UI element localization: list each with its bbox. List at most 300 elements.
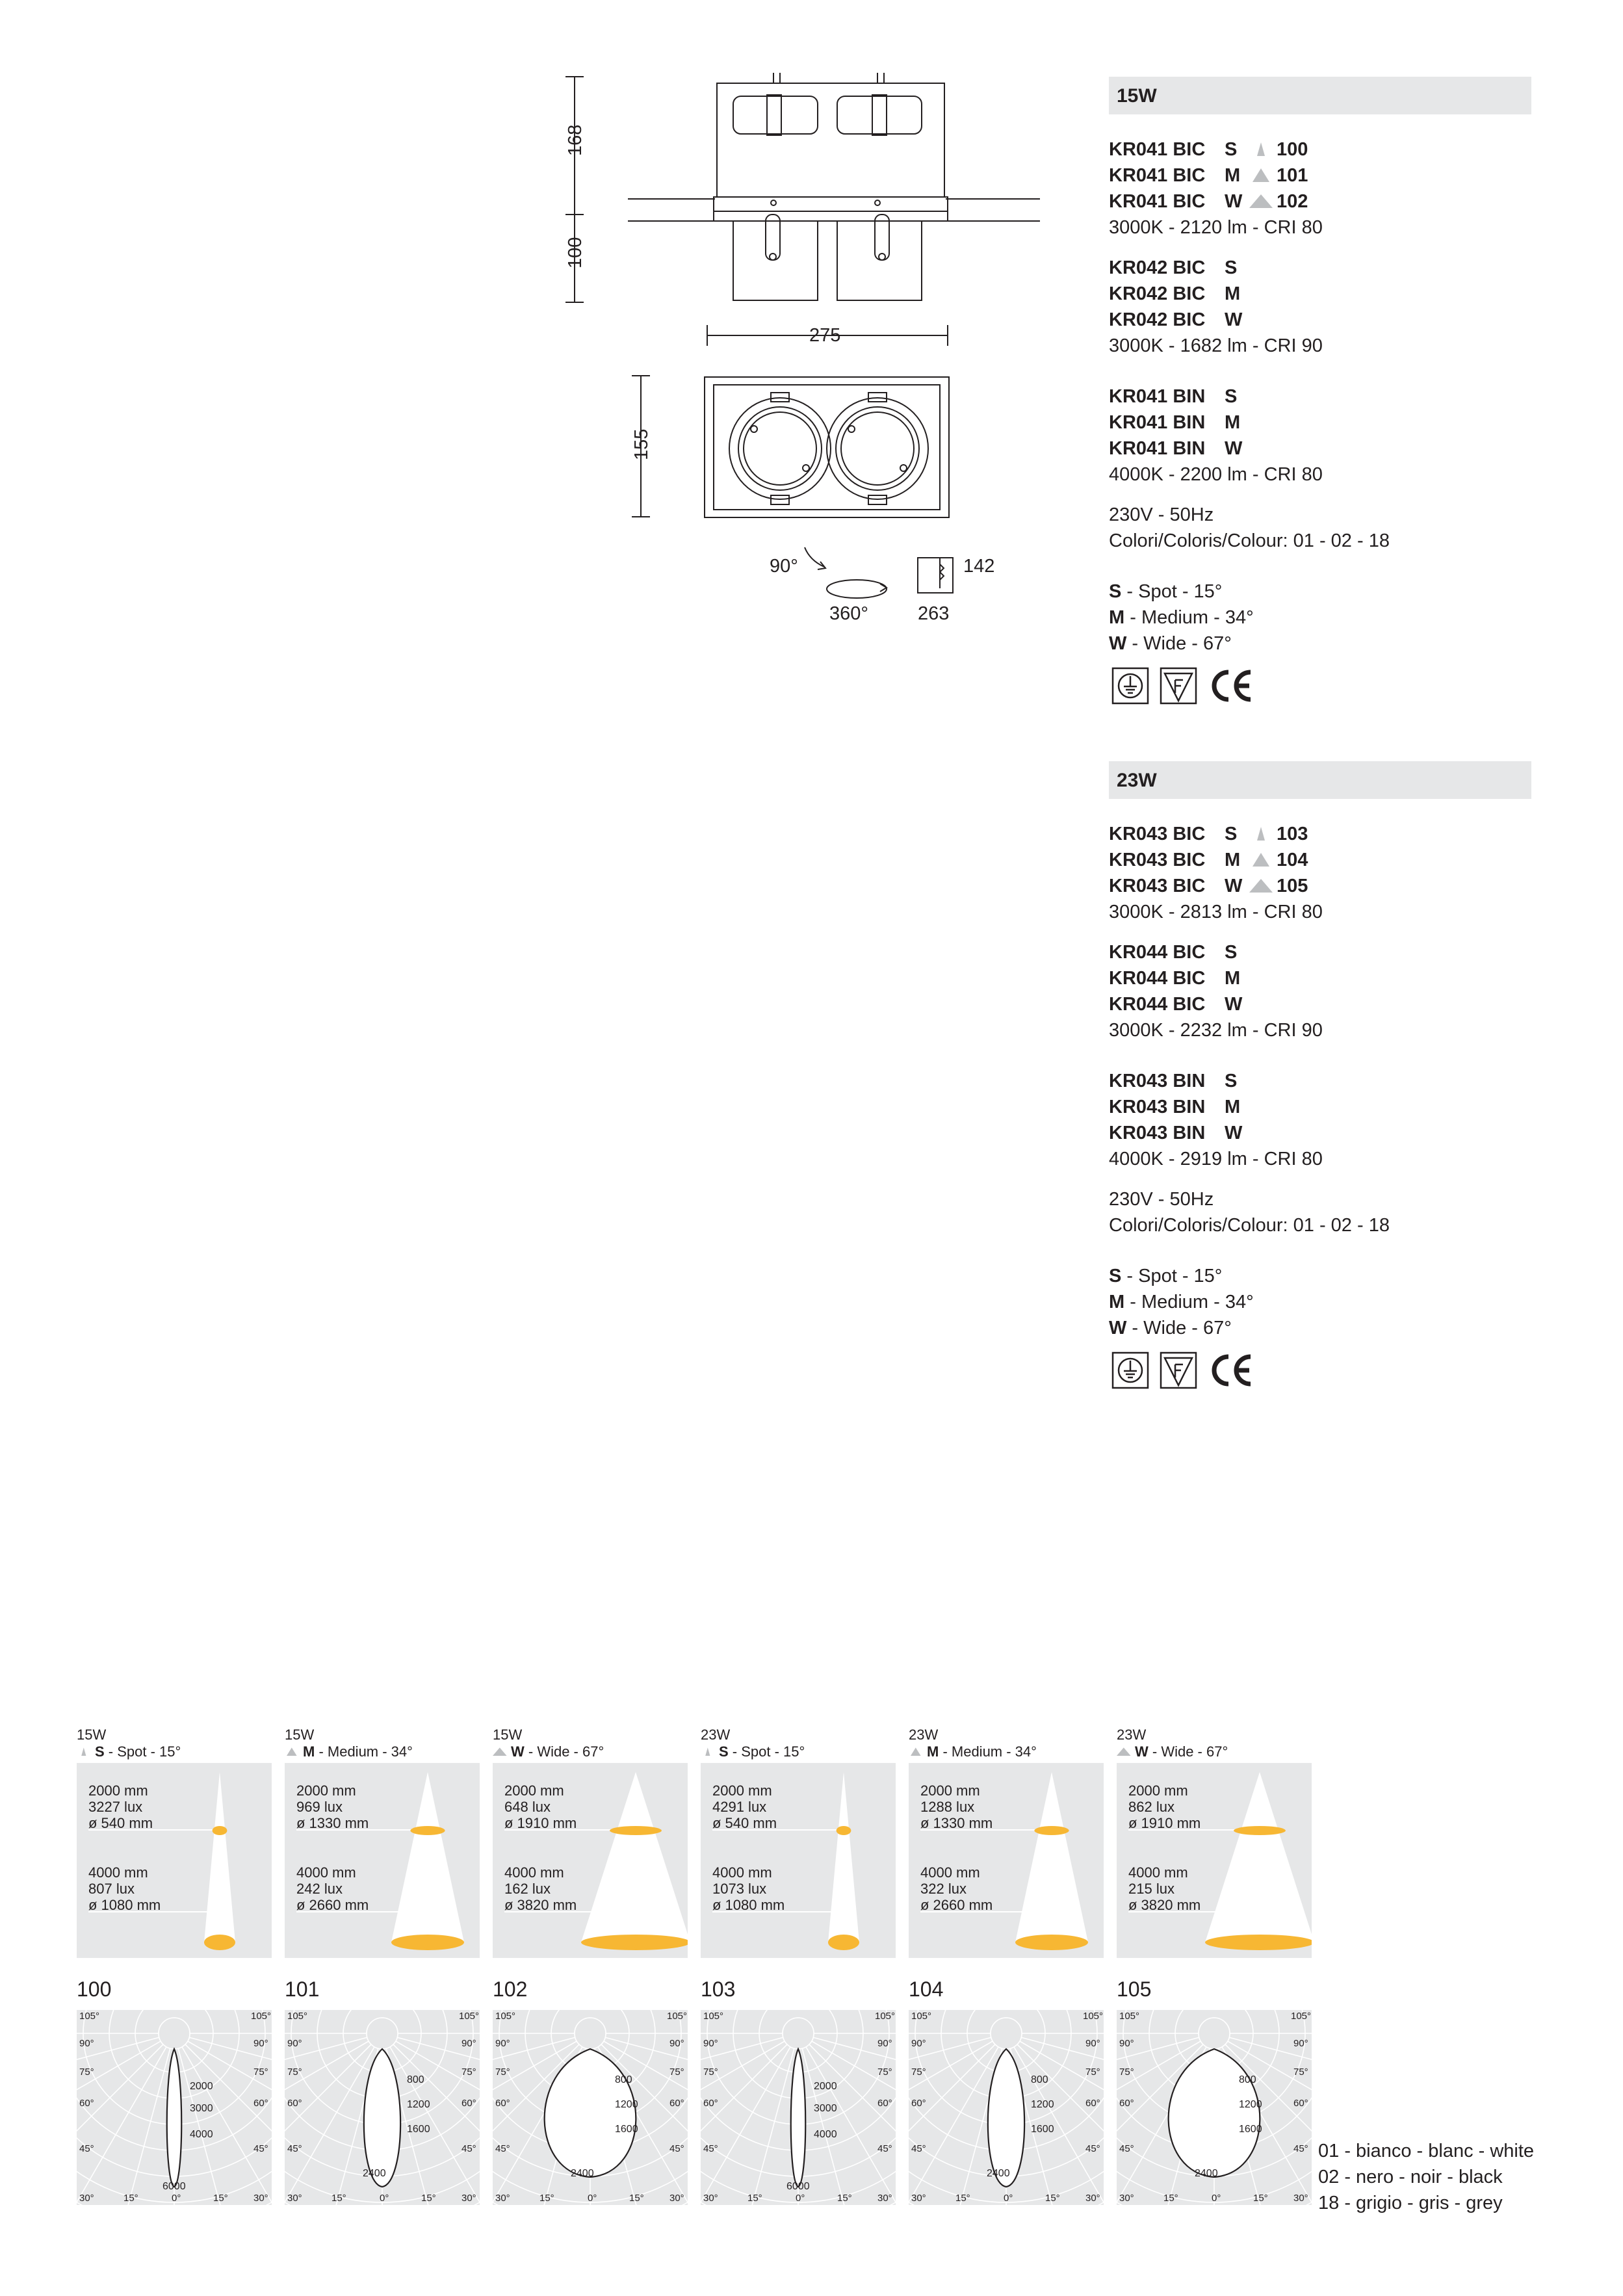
far-distance: 4000 mm — [296, 1864, 356, 1881]
polar-angle-label: 105° — [667, 2011, 688, 2022]
polar-ring-label: 4000 — [190, 2129, 213, 2140]
polar-svg — [909, 2010, 1104, 2205]
near-diameter: ø 1910 mm — [1128, 1815, 1201, 1831]
far-lux: 242 lux — [296, 1881, 343, 1897]
polar-ring-label: 4000 — [814, 2129, 837, 2140]
dim-height-top: 168 — [565, 124, 586, 156]
beam-definition — [1109, 605, 1531, 631]
beam-option: W — [1225, 438, 1243, 459]
polar-svg — [701, 2010, 896, 2205]
polar-angle-label: 105° — [1083, 2011, 1104, 2022]
panel-beam-label — [1117, 1743, 1312, 1761]
far-distance: 4000 mm — [1128, 1864, 1188, 1881]
polar-spoke — [174, 2033, 272, 2205]
polar-center — [575, 2018, 606, 2049]
product-row — [1109, 255, 1531, 281]
photometric-code: 100 — [77, 1977, 112, 2001]
polar-angle-label: 90° — [253, 2038, 268, 2049]
beam-triangle-icon — [1247, 873, 1277, 899]
product-row — [1109, 1094, 1531, 1120]
product-code: KR041 BIC — [1109, 165, 1206, 186]
voltage: 230V - 50Hz — [1109, 1189, 1214, 1210]
beam-cone-svg — [701, 1763, 896, 1958]
beam-option: M — [1225, 412, 1241, 433]
near-lux: 969 lux — [296, 1799, 343, 1815]
polar-angle-label: 30° — [877, 2193, 892, 2204]
far-spot — [391, 1935, 464, 1950]
polar-angle-label: 90° — [79, 2038, 94, 2049]
panel-watt: 15W — [285, 1727, 315, 1743]
voltage: 230V - 50Hz — [1109, 504, 1214, 525]
polar-curve — [791, 2049, 806, 2187]
polar-angle-label: 90° — [287, 2038, 302, 2049]
spec-section-23w — [1109, 761, 1531, 1397]
polar-ring-label: 800 — [1239, 2074, 1256, 2085]
beam-option: S — [1225, 824, 1238, 844]
beam-text: - Spot - 15° — [1121, 1266, 1223, 1286]
polar-center — [367, 2018, 398, 2049]
photometric-panel-100 — [77, 1727, 272, 2204]
near-distance: 2000 mm — [296, 1782, 356, 1799]
product-code: KR041 BIC — [1109, 139, 1206, 160]
polar-diagram — [77, 2010, 272, 2205]
polar-angle-label: 75° — [495, 2067, 510, 2078]
beam-option: S — [1225, 139, 1238, 160]
panel-beam-text: - Spot - 15° — [728, 1743, 805, 1760]
photometric-code: 105 — [1117, 1977, 1152, 2001]
near-distance: 2000 mm — [504, 1782, 564, 1799]
rotation-angle: 360° — [829, 603, 868, 624]
polar-angle-label: 30° — [461, 2193, 476, 2204]
polar-angle-label: 30° — [253, 2193, 268, 2204]
polar-angle-label: 60° — [703, 2098, 718, 2109]
panel-beam-letter: S — [95, 1743, 105, 1760]
beam-triangle-icon — [909, 1744, 927, 1761]
polar-ring-label: 6000 — [786, 2181, 810, 2192]
near-spot — [1234, 1826, 1286, 1835]
polar-angle-label: 45° — [79, 2143, 94, 2154]
product-spec: 3000K - 2120 lm - CRI 80 — [1109, 217, 1323, 238]
polar-svg — [77, 2010, 272, 2205]
polar-angle-label: 90° — [461, 2038, 476, 2049]
near-distance: 2000 mm — [88, 1782, 148, 1799]
dim-depth: 155 — [631, 428, 652, 460]
polar-angle-label: 45° — [877, 2143, 892, 2154]
product-code: KR043 BIC — [1109, 850, 1206, 870]
dim-width: 275 — [809, 325, 841, 346]
polar-angle-label: 30° — [669, 2193, 684, 2204]
beam-option: M — [1225, 283, 1241, 304]
beam-option: W — [1225, 309, 1243, 330]
far-lux: 162 lux — [504, 1881, 551, 1897]
colours: Colori/Coloris/Colour: 01 - 02 - 18 — [1109, 1215, 1390, 1236]
photometric-panel-105 — [1117, 1727, 1312, 2204]
near-distance: 2000 mm — [1128, 1782, 1188, 1799]
product-spec: 3000K - 2813 lm - CRI 80 — [1109, 902, 1323, 922]
product-code: KR042 BIC — [1109, 309, 1206, 330]
photometric-panel-104 — [909, 1727, 1104, 2204]
beam-letter: W — [1109, 633, 1127, 654]
polar-angle-label: 105° — [1119, 2011, 1140, 2022]
ce-mark-icon — [1208, 1351, 1254, 1389]
near-spot — [837, 1826, 851, 1835]
polar-angle-label: 45° — [495, 2143, 510, 2154]
beam-definition — [1109, 579, 1531, 605]
polar-angle-label: 15° — [747, 2193, 762, 2204]
near-spot — [410, 1826, 445, 1835]
polar-angle-label: 30° — [703, 2193, 718, 2204]
polar-angle-label: 45° — [669, 2143, 684, 2154]
far-lux: 1073 lux — [712, 1881, 767, 1897]
polar-angle-label: 30° — [1293, 2193, 1308, 2204]
panel-beam-letter: M — [303, 1743, 315, 1760]
panel-beam-letter: M — [927, 1743, 939, 1760]
product-code: KR044 BIC — [1109, 994, 1206, 1015]
near-diameter: ø 1330 mm — [920, 1815, 993, 1831]
product-row — [1109, 821, 1531, 847]
far-distance: 4000 mm — [88, 1864, 148, 1881]
polar-spoke — [798, 2033, 866, 2205]
near-spot — [610, 1826, 662, 1835]
polar-angle-label: 30° — [79, 2193, 94, 2204]
polar-angle-label: 105° — [459, 2011, 480, 2022]
product-row — [1109, 847, 1531, 873]
polar-diagram — [909, 2010, 1104, 2205]
product-code: KR043 BIN — [1109, 1097, 1206, 1117]
polar-angle-label: 15° — [123, 2193, 138, 2204]
dim-height-bottom: 100 — [565, 237, 586, 268]
polar-angle-label: 75° — [703, 2067, 718, 2078]
photometric-ref: 103 — [1277, 824, 1308, 844]
legend-grey: 18 - grigio - gris - grey — [1318, 2193, 1503, 2213]
photometric-ref: 102 — [1277, 191, 1308, 212]
polar-angle-label: 60° — [495, 2098, 510, 2109]
near-spot — [213, 1826, 227, 1835]
polar-angle-label: 60° — [1293, 2098, 1308, 2109]
far-spot — [1015, 1935, 1088, 1950]
product-code: KR043 BIN — [1109, 1071, 1206, 1091]
photometric-panel-101 — [285, 1727, 480, 2204]
polar-angle-label: 15° — [1253, 2193, 1268, 2204]
near-distance: 2000 mm — [712, 1782, 772, 1799]
product-row — [1109, 436, 1531, 462]
panel-watt: 15W — [493, 1727, 523, 1743]
polar-angle-label: 45° — [703, 2143, 718, 2154]
polar-angle-label: 30° — [287, 2193, 302, 2204]
colour-legend — [1318, 2138, 1534, 2216]
polar-angle-label: 15° — [629, 2193, 644, 2204]
polar-angle-label: 75° — [1085, 2067, 1100, 2078]
polar-center — [159, 2018, 190, 2049]
polar-angle-label: 0° — [796, 2193, 805, 2204]
beam-option: W — [1225, 1123, 1243, 1143]
product-row — [1109, 189, 1531, 215]
far-spot — [581, 1935, 688, 1950]
polar-ring-label: 1200 — [615, 2099, 638, 2110]
product-row — [1109, 163, 1531, 189]
polar-angle-label: 15° — [1045, 2193, 1060, 2204]
beam-text: - Wide - 67° — [1126, 1318, 1232, 1338]
panel-beam-text: - Spot - 15° — [104, 1743, 181, 1760]
beam-triangle-icon — [1247, 821, 1277, 847]
section-title: 15W — [1109, 77, 1531, 114]
far-diameter: ø 2660 mm — [296, 1897, 369, 1913]
beam-diagram — [285, 1763, 480, 1958]
near-diameter: ø 1330 mm — [296, 1815, 369, 1831]
beam-diagram — [701, 1763, 896, 1958]
near-lux: 4291 lux — [712, 1799, 767, 1815]
beam-triangle-icon — [1247, 847, 1277, 873]
light-cone — [1205, 1772, 1312, 1942]
ce-mark-icon — [1208, 667, 1254, 705]
beam-option: W — [1225, 191, 1243, 212]
product-code: KR042 BIC — [1109, 257, 1206, 278]
panel-beam-letter: W — [1135, 1743, 1149, 1760]
beam-text: - Spot - 15° — [1121, 581, 1223, 602]
polar-angle-label: 45° — [287, 2143, 302, 2154]
far-distance: 4000 mm — [504, 1864, 564, 1881]
product-spec: 3000K - 1682 lm - CRI 90 — [1109, 335, 1323, 356]
polar-angle-label: 0° — [380, 2193, 389, 2204]
product-code: KR043 BIC — [1109, 876, 1206, 896]
panel-beam-letter: W — [511, 1743, 525, 1760]
polar-ring-label: 2000 — [814, 2081, 837, 2092]
beam-cone-svg — [1117, 1763, 1312, 1958]
photometric-code: 101 — [285, 1977, 320, 2001]
polar-ring-label: 3000 — [814, 2103, 837, 2114]
beam-text: - Medium - 34° — [1124, 607, 1254, 628]
beam-cone-svg — [909, 1763, 1104, 1958]
panel-beam-text: - Wide - 67° — [524, 1743, 604, 1760]
polar-ring-label: 1600 — [1239, 2124, 1262, 2135]
technical-drawing — [0, 0, 1072, 650]
polar-diagram — [1117, 2010, 1312, 2205]
polar-ring-label: 3000 — [190, 2103, 213, 2114]
product-row — [1109, 1068, 1531, 1094]
panel-watt: 23W — [909, 1727, 939, 1743]
polar-center — [991, 2018, 1022, 2049]
product-code: KR043 BIC — [1109, 824, 1206, 844]
spec-section-15w — [1109, 77, 1531, 712]
beam-diagram — [909, 1763, 1104, 1958]
polar-angle-label: 90° — [911, 2038, 926, 2049]
product-spec: 4000K - 2200 lm - CRI 80 — [1109, 464, 1323, 485]
beam-cone-svg — [77, 1763, 272, 1958]
beam-letter: S — [1109, 581, 1122, 602]
polar-angle-label: 75° — [461, 2067, 476, 2078]
beam-triangle-icon — [1247, 163, 1277, 189]
polar-angle-label: 90° — [1119, 2038, 1134, 2049]
polar-angle-label: 75° — [79, 2067, 94, 2078]
polar-angle-label: 15° — [955, 2193, 970, 2204]
far-diameter: ø 1080 mm — [712, 1897, 785, 1913]
beam-letter: M — [1109, 607, 1125, 628]
polar-angle-label: 105° — [1291, 2011, 1312, 2022]
far-diameter: ø 1080 mm — [88, 1897, 161, 1913]
polar-angle-label: 90° — [1293, 2038, 1308, 2049]
polar-angle-label: 105° — [79, 2011, 100, 2022]
beam-cone-svg — [285, 1763, 480, 1958]
polar-angle-label: 15° — [1163, 2193, 1178, 2204]
polar-angle-label: 60° — [911, 2098, 926, 2109]
near-lux: 1288 lux — [920, 1799, 975, 1815]
beam-text: - Medium - 34° — [1124, 1292, 1254, 1312]
polar-ring-label: 2400 — [363, 2168, 386, 2179]
beam-triangle-icon — [285, 1744, 303, 1761]
polar-angle-label: 75° — [253, 2067, 268, 2078]
polar-angle-label: 105° — [251, 2011, 272, 2022]
product-row — [1109, 991, 1531, 1017]
cutout-a: 142 — [963, 556, 995, 577]
product-row — [1109, 965, 1531, 991]
product-row — [1109, 873, 1531, 899]
beam-triangle-icon — [1117, 1744, 1135, 1761]
photometric-code: 102 — [493, 1977, 528, 2001]
polar-ring-label: 2400 — [1195, 2168, 1218, 2179]
polar-angle-label: 45° — [461, 2143, 476, 2154]
beam-option: S — [1225, 386, 1238, 407]
photometric-panel-102 — [493, 1727, 688, 2204]
polar-spoke — [107, 2033, 174, 2205]
polar-angle-label: 60° — [877, 2098, 892, 2109]
polar-angle-label: 60° — [253, 2098, 268, 2109]
polar-angle-label: 90° — [1085, 2038, 1100, 2049]
polar-angle-label: 15° — [539, 2193, 554, 2204]
polar-ring-label: 2400 — [987, 2168, 1010, 2179]
beam-option: S — [1225, 942, 1238, 963]
far-lux: 215 lux — [1128, 1881, 1175, 1897]
polar-angle-label: 75° — [877, 2067, 892, 2078]
beam-text: - Wide - 67° — [1126, 633, 1232, 654]
far-spot — [204, 1935, 235, 1950]
product-spec: 4000K - 2919 lm - CRI 80 — [1109, 1149, 1323, 1169]
far-distance: 4000 mm — [920, 1864, 980, 1881]
product-code: KR043 BIN — [1109, 1123, 1206, 1143]
near-diameter: ø 1910 mm — [504, 1815, 577, 1831]
far-distance: 4000 mm — [712, 1864, 772, 1881]
polar-angle-label: 90° — [669, 2038, 684, 2049]
light-cone — [828, 1772, 859, 1942]
polar-curve — [1169, 2049, 1260, 2177]
polar-angle-label: 45° — [253, 2143, 268, 2154]
polar-diagram — [493, 2010, 688, 2205]
beam-letter: S — [1109, 1266, 1122, 1286]
polar-ring-label: 1600 — [1031, 2124, 1054, 2135]
earth-class-icon — [1111, 1351, 1149, 1389]
polar-angle-label: 75° — [287, 2067, 302, 2078]
earth-class-icon — [1111, 667, 1149, 705]
far-spot — [1205, 1935, 1312, 1950]
light-cone — [1015, 1772, 1088, 1942]
beam-triangle-icon — [493, 1744, 511, 1761]
polar-ring-label: 6000 — [162, 2181, 186, 2192]
near-spot — [1034, 1826, 1069, 1835]
polar-diagram — [285, 2010, 480, 2205]
polar-angle-label: 0° — [1004, 2193, 1013, 2204]
light-cone — [581, 1772, 688, 1942]
polar-center — [783, 2018, 814, 2049]
product-code: KR041 BIN — [1109, 386, 1206, 407]
panel-beam-letter: S — [719, 1743, 729, 1760]
legend-black: 02 - nero - noir - black — [1318, 2167, 1503, 2187]
polar-ring-label: 1200 — [1239, 2099, 1262, 2110]
polar-ring-label: 1600 — [407, 2124, 430, 2135]
beam-option: W — [1225, 876, 1243, 896]
beam-option: M — [1225, 1097, 1241, 1117]
section-title: 23W — [1109, 761, 1531, 799]
beam-triangle-icon — [1247, 189, 1277, 215]
product-row — [1109, 384, 1531, 410]
beam-triangle-icon — [77, 1744, 95, 1761]
legend-white: 01 - bianco - blanc - white — [1318, 2141, 1535, 2161]
polar-angle-label: 75° — [669, 2067, 684, 2078]
polar-angle-label: 105° — [875, 2011, 896, 2022]
f-mark-icon — [1160, 667, 1197, 705]
photometric-ref: 105 — [1277, 876, 1308, 896]
product-row — [1109, 307, 1531, 333]
polar-angle-label: 105° — [495, 2011, 516, 2022]
polar-diagram — [701, 2010, 896, 2205]
near-lux: 3227 lux — [88, 1799, 143, 1815]
polar-curve — [988, 2049, 1024, 2187]
beam-definition — [1109, 1289, 1531, 1315]
near-diameter: ø 540 mm — [88, 1815, 153, 1831]
far-diameter: ø 3820 mm — [1128, 1897, 1201, 1913]
panel-beam-label — [77, 1743, 272, 1761]
far-spot — [828, 1935, 859, 1950]
polar-spoke — [701, 2033, 798, 2205]
polar-angle-label: 0° — [1212, 2193, 1221, 2204]
polar-ring-label: 2400 — [571, 2168, 594, 2179]
beam-definition — [1109, 631, 1531, 657]
photometric-code: 103 — [701, 1977, 736, 2001]
photometric-code: 104 — [909, 1977, 944, 2001]
near-lux: 862 lux — [1128, 1799, 1175, 1815]
polar-angle-label: 60° — [1085, 2098, 1100, 2109]
polar-angle-label: 90° — [877, 2038, 892, 2049]
beam-triangle-icon — [701, 1744, 719, 1761]
polar-angle-label: 60° — [669, 2098, 684, 2109]
near-diameter: ø 540 mm — [712, 1815, 777, 1831]
product-row — [1109, 410, 1531, 436]
polar-angle-label: 90° — [495, 2038, 510, 2049]
polar-angle-label: 105° — [703, 2011, 724, 2022]
product-row — [1109, 939, 1531, 965]
beam-diagram — [493, 1763, 688, 1958]
certifications — [1109, 667, 1531, 712]
f-mark-icon — [1160, 1351, 1197, 1389]
polar-angle-label: 30° — [495, 2193, 510, 2204]
polar-angle-label: 75° — [1119, 2067, 1134, 2078]
colours: Colori/Coloris/Colour: 01 - 02 - 18 — [1109, 530, 1390, 551]
polar-angle-label: 45° — [1085, 2143, 1100, 2154]
polar-ring-label: 1600 — [615, 2124, 638, 2135]
panel-beam-label — [909, 1743, 1104, 1761]
polar-angle-label: 60° — [1119, 2098, 1134, 2109]
polar-angle-label: 60° — [461, 2098, 476, 2109]
product-code: KR042 BIC — [1109, 283, 1206, 304]
panel-watt: 15W — [77, 1727, 107, 1743]
polar-angle-label: 0° — [588, 2193, 597, 2204]
beam-diagram — [77, 1763, 272, 1958]
polar-angle-label: 30° — [1119, 2193, 1134, 2204]
beam-definition — [1109, 1263, 1531, 1289]
beam-definition — [1109, 1315, 1531, 1341]
polar-center — [1199, 2018, 1230, 2049]
far-diameter: ø 2660 mm — [920, 1897, 993, 1913]
beam-option: M — [1225, 850, 1241, 870]
photometric-ref: 101 — [1277, 165, 1308, 186]
